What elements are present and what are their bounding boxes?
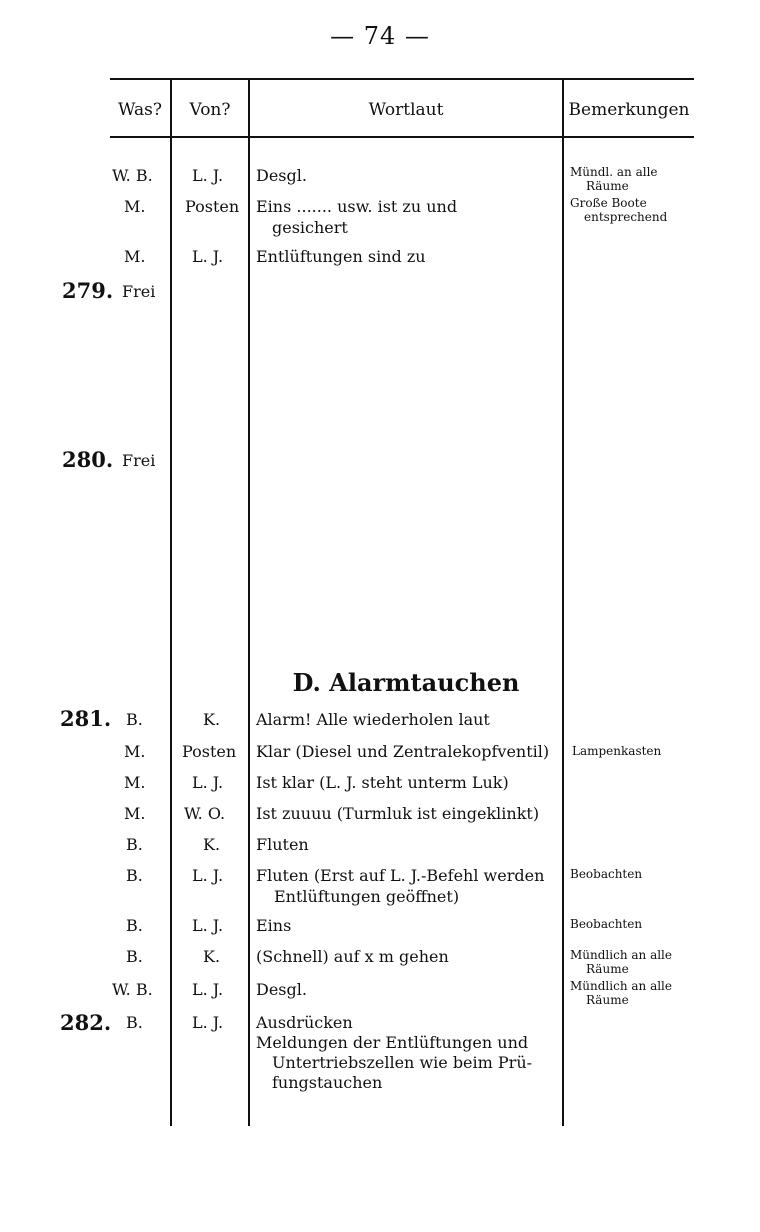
row-von: Posten <box>185 197 240 216</box>
row-remark: entsprechend <box>584 210 668 224</box>
row-was: B. <box>126 916 143 935</box>
row-remark: Beobachten <box>570 867 643 881</box>
row-von: K. <box>203 710 221 729</box>
row-von: L. J. <box>192 247 224 266</box>
row-von: Posten <box>182 742 237 761</box>
table-top-rule <box>110 78 694 80</box>
row-remark: Große Boote <box>570 196 647 210</box>
row-text: Desgl. <box>256 166 307 185</box>
row-text: gesichert <box>272 218 348 237</box>
row-von: L. J. <box>192 166 224 185</box>
row-text: Ist zuuuu (Turmluk ist eingeklinkt) <box>256 804 540 823</box>
section-title: D. Alarmtauchen <box>292 668 520 697</box>
row-text: Untertriebszellen wie beim Prü- <box>272 1053 533 1072</box>
row-text: Alarm! Alle wiederholen laut <box>256 710 490 729</box>
row-von: L. J. <box>192 773 224 792</box>
row-was: W. B. <box>112 980 153 999</box>
row-remark: Mündl. an alle <box>570 165 658 179</box>
row-was: B. <box>126 866 143 885</box>
row-von: L. J. <box>192 980 224 999</box>
header-was: Was? <box>118 100 162 120</box>
row-was: Frei <box>122 451 156 470</box>
row-was: M. <box>124 773 146 792</box>
column-divider-wortlaut-bemerkungen <box>562 78 564 1126</box>
row-remark: Mündlich an alle <box>570 948 672 962</box>
row-remark: Mündlich an alle <box>570 979 672 993</box>
row-text: Desgl. <box>256 980 307 999</box>
row-remark: Räume <box>586 179 629 193</box>
row-was: B. <box>126 947 143 966</box>
row-text: Ausdrücken <box>256 1013 353 1032</box>
row-text: Meldungen der Entlüftungen und <box>256 1033 529 1052</box>
entry-number: 282. <box>60 1010 112 1035</box>
row-was: M. <box>124 742 146 761</box>
row-was: M. <box>124 804 146 823</box>
row-text: Eins ....... usw. ist zu und <box>256 197 458 216</box>
row-remark: Beobachten <box>570 917 643 931</box>
row-was: Frei <box>122 282 156 301</box>
row-was: W. B. <box>112 166 153 185</box>
row-remark: Lampenkasten <box>572 744 662 758</box>
entry-number: 279. <box>62 278 114 303</box>
row-text: Entlüftungen geöffnet) <box>274 887 460 906</box>
header-bemerkungen: Bemerkungen <box>568 100 690 120</box>
row-text: Fluten <box>256 835 309 854</box>
header-von: Von? <box>189 100 231 120</box>
row-text: Ist klar (L. J. steht unterm Luk) <box>256 773 509 792</box>
row-von: K. <box>203 835 221 854</box>
row-was: M. <box>124 247 146 266</box>
header-wortlaut: Wortlaut <box>368 100 444 120</box>
row-was: B. <box>126 710 143 729</box>
row-was: B. <box>126 835 143 854</box>
row-text: fungstauchen <box>272 1073 383 1092</box>
row-text: Fluten (Erst auf L. J.-Befehl werden <box>256 866 545 885</box>
column-divider-von-wortlaut <box>248 78 250 1126</box>
row-von: L. J. <box>192 866 224 885</box>
entry-number: 281. <box>60 706 112 731</box>
header-bottom-rule <box>110 136 694 138</box>
entry-number: 280. <box>62 447 114 472</box>
page-number: — 74 — <box>330 22 430 50</box>
row-text: Klar (Diesel und Zentralekopfventil) <box>256 742 550 761</box>
row-von: L. J. <box>192 1013 224 1032</box>
row-remark: Räume <box>586 962 629 976</box>
row-text: (Schnell) auf x m gehen <box>256 947 449 966</box>
row-was: B. <box>126 1013 143 1032</box>
row-von: L. J. <box>192 916 224 935</box>
row-von: K. <box>203 947 221 966</box>
row-remark: Räume <box>586 993 629 1007</box>
column-divider-was-von <box>170 78 172 1126</box>
row-text: Entlüftungen sind zu <box>256 247 426 266</box>
row-text: Eins <box>256 916 292 935</box>
row-was: M. <box>124 197 146 216</box>
row-von: W. O. <box>184 804 226 823</box>
